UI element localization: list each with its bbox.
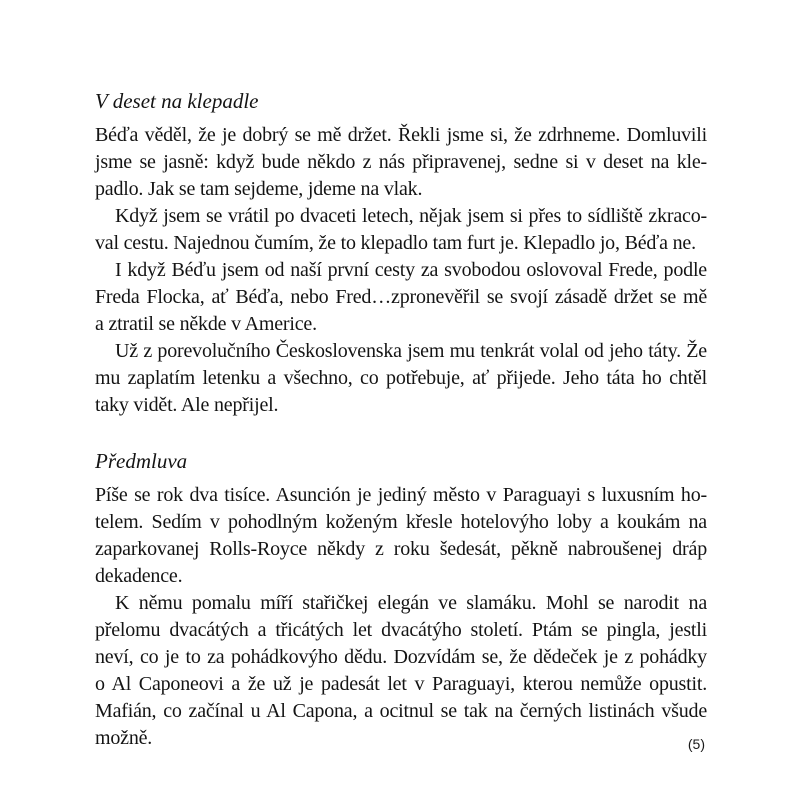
text-line: jsme se jasně: když bude někdo z nás připravenej, sedne si v deset na kle- <box>95 151 707 173</box>
text-line: telem. Sedím v pohodlným koženým křesle hotelovýho loby a koukám na <box>95 511 707 533</box>
paragraph <box>95 203 707 257</box>
text-line: dekadence. <box>95 565 183 587</box>
page-number: (5) <box>687 736 705 752</box>
text-line: mu zaplatím letenku a všechno, co potřebuje, ať přijede. Jeho táta ho chtěl <box>95 367 707 389</box>
text-line: val cestu. Najednou čumím, že to klepadlo tam furt je. Klepadlo jo, Béďa ne. <box>95 232 696 254</box>
text-line: Béďa věděl, že je dobrý se mě držet. Řekli jsme si, že zdrhneme. Domluvili <box>95 124 707 146</box>
text-line: taky vidět. Ale nepřijel. <box>95 394 279 416</box>
text-line: Když jsem se vrátil po dvaceti letech, nějak jsem si přes to sídliště zkraco- <box>115 205 707 227</box>
text-line: padlo. Jak se tam sejdeme, jdeme na vlak. <box>95 178 423 200</box>
text-line: přelomu dvacátých a třicátých let dvacátýho století. Ptám se pingla, jestli <box>95 619 707 641</box>
paragraph <box>95 257 707 338</box>
text-block <box>95 88 707 752</box>
section-predmluva <box>95 448 707 752</box>
text-line: a ztratil se někde v Americe. <box>95 313 317 335</box>
paragraph <box>95 482 707 590</box>
text-line: o Al Caponeovi a že už je padesát let v Paraguayi, kterou nemůže opustit. <box>95 673 707 695</box>
paragraph <box>95 338 707 419</box>
text-line: K němu pomalu míří stařičkej elegán ve slamáku. Mohl se narodit na <box>115 592 707 614</box>
text-line: Freda Flocka, ať Béďa, nebo Fred…zpronevěřil se svojí zásadě držet se mě <box>95 286 707 308</box>
text-line: zaparkovanej Rolls-Royce někdy z roku šedesát, pěkně nabroušenej dráp <box>95 538 707 560</box>
text-line: Mafián, co začínal u Al Capona, a ocitnul se tak na černých listinách všude <box>95 700 707 722</box>
paragraph <box>95 590 707 752</box>
section-v-deset-na-klepadle <box>95 88 707 419</box>
text-line: Už z porevolučního Československa jsem mu tenkrát volal od jeho táty. Že <box>115 340 707 362</box>
section-heading: Předmluva <box>95 449 188 473</box>
text-line: Píše se rok dva tisíce. Asunción je jediný město v Paraguayi s luxusním ho- <box>95 484 707 506</box>
text-line: možně. <box>95 727 153 749</box>
section-heading: V deset na klepadle <box>95 89 259 113</box>
text-line: I když Béďu jsem od naší první cesty za svobodou oslovoval Frede, podle <box>115 259 707 281</box>
text-line: neví, co je to za pohádkovýho dědu. Dozvídám se, že dědeček je z pohádky <box>95 646 707 668</box>
paragraph <box>95 122 707 203</box>
